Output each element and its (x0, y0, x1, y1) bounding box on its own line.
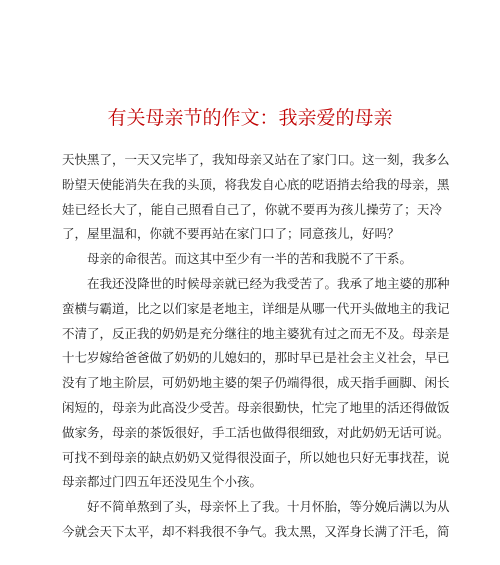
text-line: 母亲都过门四五年还没见生个小孩。 (62, 474, 263, 490)
paragraph-4 (62, 495, 450, 545)
text-line: 母亲的命很苦。而这其中至少有一半的苦和我脱不了干系。 (62, 251, 413, 267)
paragraph-2 (62, 247, 442, 272)
text-line: 在我还没降世的时候母亲就已经为我受苦了。我承了地主婆的那种 (62, 275, 450, 291)
text-line: 可找不到母亲的缺点奶奶又觉得很没面子，所以她也只好无事找茬，说 (62, 449, 450, 465)
text-line: 不清了，反正我的奶奶是充分继往的地主婆犹有过之而无不及。母亲是 (62, 325, 450, 341)
text-line: 蛮横与霸道，比之以们家是老地主，详细是从哪一代开头做地主的我记 (62, 300, 450, 316)
text-line: 盼望天使能消失在我的头顶，将我发自心底的呓语捎去给我的母亲，黑 (62, 176, 450, 192)
text-line: 闲短的，母亲为此高没少受苦。母亲很勤快，忙完了地里的活还得做饭 (62, 399, 450, 415)
text-line: 好不简单熬到了头，母亲怀上了我。十月怀胎，等分娩后满以为从 (62, 499, 450, 515)
document-title: 有关母亲节的作文：我亲爱的母亲 (107, 107, 393, 129)
text-line: 天快黑了，一天又完毕了，我知母亲又站在了家门口。这一刻，我多么 (62, 152, 450, 167)
text-line: 十七岁嫁给爸爸做了奶奶的儿媳妇的，那时早已是社会主义社会，早已 (62, 350, 450, 366)
text-line: 了，屋里温和，你就不要再站在家门口了；同意孩儿，好吗？ (62, 226, 400, 242)
text-line: 娃已经长大了，能自己照看自己了，你就不要再为孩儿操劳了；天冷 (62, 201, 442, 217)
document-body (62, 148, 450, 545)
paragraph-1 (62, 148, 450, 247)
text-line: 没有了地主阶层，可奶奶地主婆的架子仍端得很，成天指手画脚、闲长 (62, 375, 450, 391)
text-line: 做家务，母亲的茶饭很好，手工活也做得很细致，对此奶奶无话可说。 (62, 424, 450, 440)
paragraph-3 (62, 272, 450, 495)
text-line: 今就会天下太平，却不料我很不争气。我太黑，又浑身长满了汗毛，简 (62, 523, 450, 539)
